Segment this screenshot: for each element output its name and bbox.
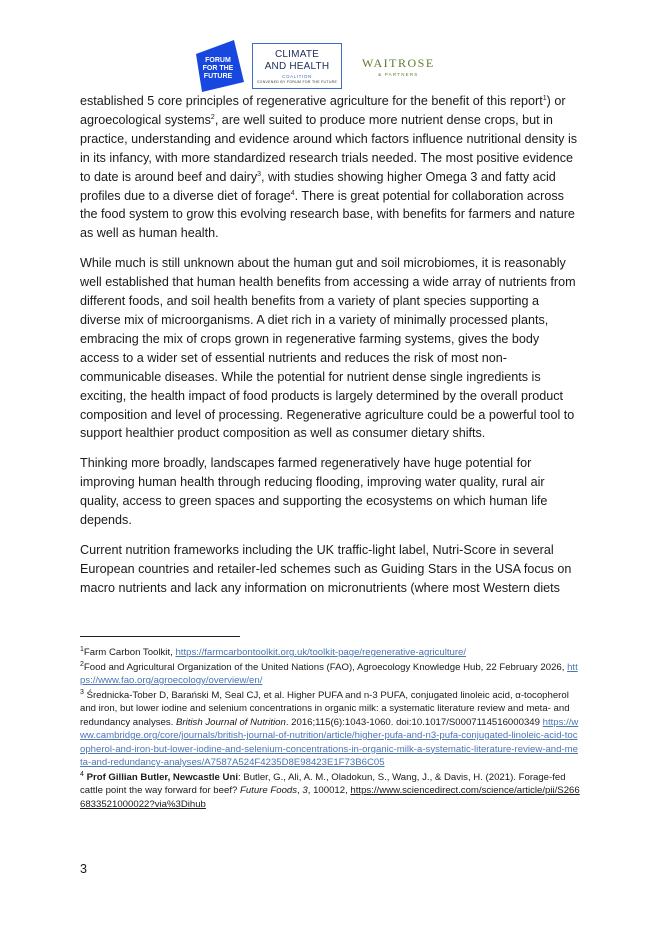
text-run: established 5 core principles of regenerative agriculture for the benefit of this report bbox=[80, 94, 543, 108]
text-run: , are well suited to produce more nutrient dense crops, but in practice, understanding and evidence around which factors influence nutritional density is in its infancy, with more standardized research trials needed. The most positive evidence to date is around beef and dairy bbox=[80, 112, 578, 184]
reference-link[interactable]: https://www.fao.org/agroecology/overview/en/ bbox=[80, 661, 578, 686]
footnote-separator bbox=[80, 636, 240, 637]
text-run: Current nutrition frameworks including the UK traffic-light label, Nutri-Score in several European countries and retailer-led schemes such as Guiding Stars in the USA focus on macro nutrients and lack any information on micronutrients (where most Western diets bbox=[80, 542, 572, 595]
footnote-marker: 2 bbox=[80, 660, 84, 668]
chc-line-1: CLIMATE bbox=[275, 48, 319, 60]
footnote bbox=[80, 689, 580, 770]
page-number: 3 bbox=[80, 862, 88, 876]
chc-convened: CONVENED BY FORUM FOR THE FUTURE bbox=[256, 79, 338, 84]
footnotes bbox=[80, 646, 580, 812]
footnote-marker: 1 bbox=[542, 94, 547, 102]
paragraph bbox=[80, 454, 580, 530]
climate-health-coalition-logo bbox=[252, 43, 342, 89]
text-run: ) or agroecological systems bbox=[80, 94, 566, 127]
text-run: Thinking more broadly, landscapes farmed regeneratively have huge potential for improving human health through reducing flooding, improving water quality, rural air quality, access to green spaces and supporting the ecosystems on which human life depends. bbox=[80, 456, 548, 528]
italic-text: British Journal of Nutrition bbox=[176, 716, 286, 728]
italic-text: 3 bbox=[302, 785, 308, 796]
chc-line-2: AND HEALTH bbox=[264, 60, 330, 72]
reference-link[interactable]: https://farmcarbontoolkit.org.uk/toolkit-page/regenerative-agriculture/ bbox=[175, 647, 467, 658]
forum-for-the-future-logo bbox=[190, 38, 246, 94]
text-run: . 2016;115(6):1043-1060. doi:10.1017/S0007114516000349 bbox=[285, 716, 543, 728]
footnote bbox=[80, 661, 580, 688]
footnote-marker: 1 bbox=[80, 645, 84, 653]
text-run: Farm Carbon Toolkit, bbox=[83, 647, 176, 658]
reference-link[interactable]: https://www.cambridge.org/core/journals/british-journal-of-nutrition/article/higher-pufa-and-n3-pufa-conjugated-linoleic-acid-tocopherol-and-iron-but-lower-iodine-and-selenium-concentrations-in-organic-milk-a-systematic-literature-review-and-meta-and-redundancy-analyses/A7587A524F4235D8E98423E1F73B6C05 bbox=[80, 716, 579, 768]
text-run: . There is great potential for collaboration across the food system to grow this evolving research base, with benefits for farmers and nature as well as human health. bbox=[80, 188, 575, 241]
text-run: , bbox=[297, 785, 303, 796]
footnote-marker: 3 bbox=[80, 688, 84, 696]
body-text bbox=[80, 92, 580, 609]
text-run: While much is still unknown about the human gut and soil microbiomes, it is reasonably well established that human health benefits from accessing a wide array of nutrients from different foods, and soil health benefits from a variety of plant species supporting a diverse mix of microorganisms. A diet rich in a variety of minimally processed plants, embracing the mix of crops grown in regenerative farming systems, gives the body access to a wider set of essential nutrients and reduces the risk of most non-communicable diseases. While the potential for nutrient dense single ingredients is exciting, the health impact of food products is largely determined by the overall product composition and level of processing. Regenerative agriculture could be a powerful tool to support healthier product composition as well as consumer dietary shifts. bbox=[80, 256, 576, 441]
fftf-line-1: FORUM bbox=[205, 57, 231, 64]
fftf-line-2: FOR THE bbox=[202, 65, 234, 72]
fftf-line-3: FUTURE bbox=[203, 73, 233, 80]
footnote bbox=[80, 771, 580, 812]
text-run: , 100012, bbox=[307, 785, 351, 796]
footnote-marker: 4 bbox=[80, 770, 84, 778]
text-run: Food and Agricultural Organization of the United Nations (FAO), Agroecology Knowledge Hub, 22 February 2026, bbox=[83, 661, 568, 673]
waitrose-sub: & PARTNERS bbox=[378, 71, 419, 77]
reference-link[interactable]: https://www.sciencedirect.com/science/article/pii/S2666833521000022?via%3Dihub bbox=[80, 785, 580, 810]
italic-text: Future Foods bbox=[239, 785, 298, 796]
footnote-marker: 4 bbox=[290, 189, 295, 197]
text-run: , with studies showing higher Omega 3 and fatty acid profiles due to a diverse diet of forage bbox=[80, 169, 556, 203]
footnote-marker: 3 bbox=[257, 170, 262, 178]
paragraph bbox=[80, 541, 580, 598]
waitrose-logo bbox=[362, 56, 435, 77]
chc-coalition: COALITION bbox=[282, 73, 312, 79]
waitrose-name: WAITROSE bbox=[362, 55, 435, 70]
text-run: : Butler, G., Ali, A. M., Oladokun, S., Wang, J., & Davis, H. (2021). Forage-fed cattle point the way forward for beef? bbox=[80, 771, 566, 796]
paragraph bbox=[80, 254, 580, 443]
footnote bbox=[80, 646, 580, 660]
header-logos bbox=[190, 38, 435, 94]
bold-text: Prof Gillian Butler, Newcastle Uni bbox=[86, 771, 238, 783]
paragraph bbox=[80, 92, 580, 243]
footnote-marker: 2 bbox=[210, 113, 215, 121]
text-run: Średnicka-Tober D, Barański M, Seal CJ, et al. Higher PUFA and n-3 PUFA, conjugated linoleic acid, α-tocopherol and iron, but lower iodine and selenium concentrations in organic milk: a systematic literature review and meta- and redundancy analyses. bbox=[80, 689, 570, 728]
